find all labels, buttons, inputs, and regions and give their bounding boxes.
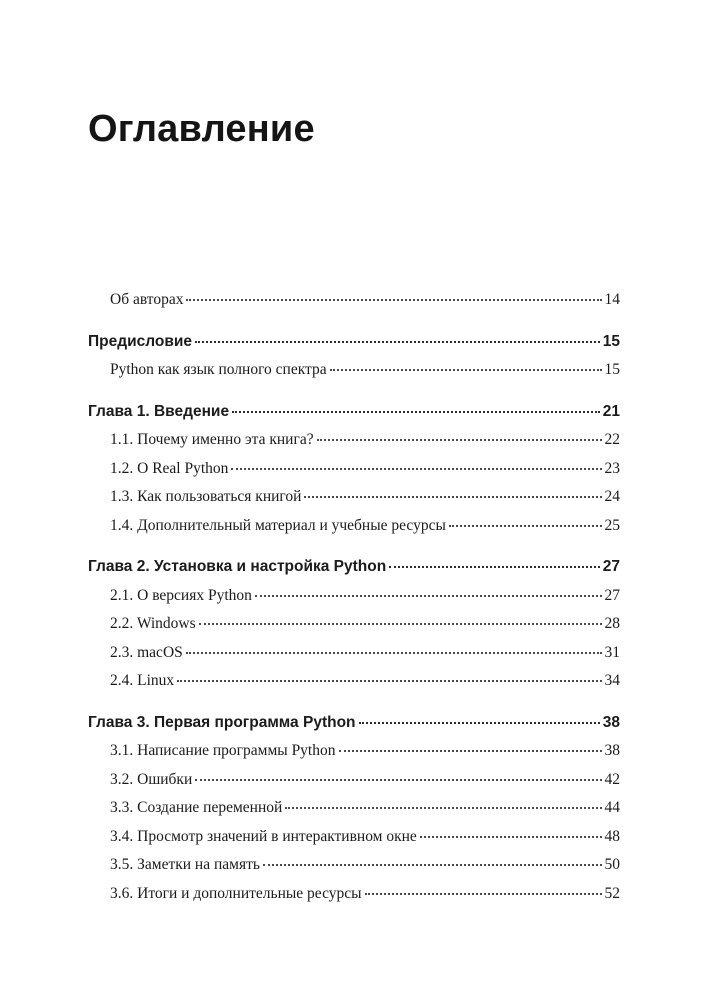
toc-entry-page: 50 xyxy=(604,856,620,873)
dot-leader xyxy=(317,439,602,441)
dot-leader xyxy=(285,807,601,809)
toc-entry xyxy=(88,737,620,766)
toc-entry-page: 48 xyxy=(604,827,620,845)
dot-leader xyxy=(420,836,602,838)
toc-entry-page: 31 xyxy=(604,643,620,661)
dot-leader xyxy=(304,496,601,498)
dot-leader xyxy=(232,411,600,413)
toc-entry-label: 2.1. О версиях Python xyxy=(110,586,252,604)
toc-entry-label: 3.1. Написание программы Python xyxy=(110,742,336,759)
dot-leader xyxy=(365,893,602,895)
toc-entry xyxy=(88,455,620,484)
dot-leader xyxy=(389,566,600,568)
dot-leader xyxy=(255,595,602,597)
toc-entry-page: 15 xyxy=(602,332,620,350)
toc-entry-label: 1.1. Почему именно эта книга? xyxy=(110,431,314,448)
dot-leader xyxy=(186,299,601,301)
toc-entry-label: 1.3. Как пользоваться книгой xyxy=(110,488,302,505)
toc-entry-label: 2.4. Linux xyxy=(110,672,175,689)
toc-entry xyxy=(88,823,620,852)
toc-entry-label: 1.4. Дополнительный материал и учебные ресурсы xyxy=(110,516,446,534)
toc-list xyxy=(88,286,620,908)
dot-leader xyxy=(330,369,602,371)
toc-entry xyxy=(88,328,620,357)
dot-leader xyxy=(231,468,601,470)
toc-entry xyxy=(88,610,620,639)
toc-entry-label: Об авторах xyxy=(110,291,184,308)
toc-entry-page: 15 xyxy=(604,361,620,378)
toc-entry xyxy=(88,553,620,582)
dot-leader xyxy=(195,779,601,781)
toc-entry xyxy=(88,582,620,611)
toc-entry-label: Глава 1. Введение xyxy=(88,402,230,420)
toc-entry-label: 3.2. Ошибки xyxy=(110,770,193,788)
toc-entry-page: 14 xyxy=(604,291,620,308)
toc-entry xyxy=(88,880,620,909)
toc-entry-label: 2.3. macOS xyxy=(110,643,183,661)
toc-entry-label: 3.3. Создание переменной xyxy=(110,799,283,816)
dot-leader xyxy=(449,525,602,527)
toc-entry xyxy=(88,426,620,455)
toc-entry-label: Python как язык полного спектра xyxy=(110,361,327,378)
toc-entry-page: 44 xyxy=(604,799,620,816)
toc-entry-page: 23 xyxy=(604,459,620,477)
page-title: Оглавление xyxy=(88,108,315,150)
toc-entry-page: 28 xyxy=(604,615,620,632)
dot-leader xyxy=(339,750,602,752)
toc-entry xyxy=(88,709,620,738)
toc-entry-page: 34 xyxy=(604,672,620,689)
dot-leader xyxy=(199,623,602,625)
dot-leader xyxy=(359,722,600,724)
toc-entry-label: Глава 3. Первая программа Python xyxy=(88,713,356,731)
toc-entry-page: 27 xyxy=(602,558,620,575)
dot-leader xyxy=(195,341,600,343)
toc-entry xyxy=(88,794,620,823)
dot-leader xyxy=(263,864,602,866)
toc-entry-page: 52 xyxy=(604,884,620,902)
toc-entry xyxy=(88,512,620,541)
toc-entry-page: 25 xyxy=(604,516,620,534)
toc-entry-label: 3.4. Просмотр значений в интерактивном окне xyxy=(110,827,417,845)
toc-entry-page: 21 xyxy=(602,402,620,420)
toc-entry-label: 3.6. Итоги и дополнительные ресурсы xyxy=(110,884,362,902)
toc-entry xyxy=(88,667,620,696)
toc-entry xyxy=(88,356,620,385)
toc-entry xyxy=(88,766,620,795)
toc-entry-label: Предисловие xyxy=(88,332,193,350)
toc-entry xyxy=(88,286,620,315)
toc-entry-page: 22 xyxy=(604,431,620,448)
toc-entry-label: 2.2. Windows xyxy=(110,615,196,632)
toc-entry-page: 27 xyxy=(604,586,620,604)
dot-leader xyxy=(186,652,602,654)
dot-leader xyxy=(177,680,601,682)
toc-entry-page: 24 xyxy=(604,488,620,505)
toc-entry xyxy=(88,639,620,668)
toc-entry-page: 38 xyxy=(604,742,620,759)
toc-entry xyxy=(88,483,620,512)
toc-entry-label: 3.5. Заметки на память xyxy=(110,856,260,873)
toc-entry-label: Глава 2. Установка и настройка Python xyxy=(88,558,387,575)
toc-entry-label: 1.2. О Real Python xyxy=(110,459,229,477)
toc-entry xyxy=(88,398,620,427)
toc-entry xyxy=(88,851,620,880)
toc-entry-page: 38 xyxy=(602,713,620,731)
toc-entry-page: 42 xyxy=(604,770,620,788)
